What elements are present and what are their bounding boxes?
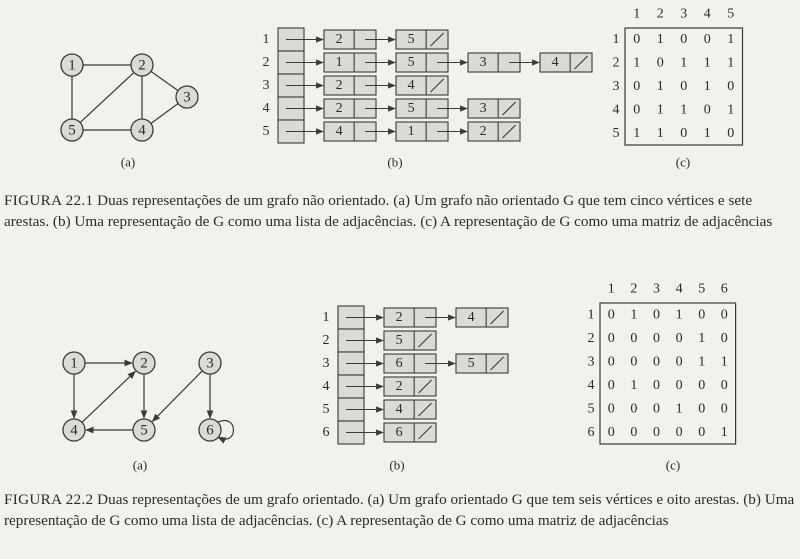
fig2-matrix-col-header-3: 3 xyxy=(653,281,660,297)
fig1-matrix-col-header-1: 1 xyxy=(633,6,641,22)
fig2-matrix-cell-3-3: 0 xyxy=(653,354,660,370)
fig1-list-list-value-3-1: 4 xyxy=(407,78,415,93)
fig2-list-list-value-1-1: 4 xyxy=(467,310,475,325)
figure-22-1-caption-label: FIGURA 22.1 xyxy=(4,192,94,209)
fig1-matrix-cell-2-1: 1 xyxy=(633,55,641,71)
fig1-matrix-cell-4-1: 0 xyxy=(633,102,641,118)
fig1-graph-node-label-4: 4 xyxy=(138,122,146,139)
fig2-graph-node-label-1: 1 xyxy=(70,355,78,372)
fig1-list-list-value-2-1: 5 xyxy=(407,55,415,70)
fig1-list-list-value-1-1: 5 xyxy=(407,32,415,47)
fig1-matrix-cell-3-5: 0 xyxy=(727,79,735,94)
fig1-matrix-cell-4-3: 1 xyxy=(680,102,688,118)
fig1-matrix-cell-5-3: 0 xyxy=(680,125,688,141)
fig1-matrix-row-header-2: 2 xyxy=(612,55,620,71)
fig1-matrix-row-header-4: 4 xyxy=(612,102,620,118)
fig2-matrix-border xyxy=(600,303,736,444)
fig2-graph-node-label-6: 6 xyxy=(206,422,214,439)
fig1-matrix-col-header-5: 5 xyxy=(727,6,735,22)
fig1-graph-node-label-2: 2 xyxy=(138,57,146,74)
fig1-matrix-row-header-3: 3 xyxy=(612,79,620,94)
fig2-matrix-cell-1-4: 1 xyxy=(675,307,683,323)
figure-22-1 xyxy=(0,0,800,185)
fig2-matrix-col-header-5: 5 xyxy=(698,281,706,297)
fig1-matrix-cell-5-1: 1 xyxy=(633,125,641,141)
fig2-matrix-col-header-6: 6 xyxy=(720,281,728,297)
fig1-list-list-value-5-2: 2 xyxy=(479,124,487,139)
fig2-graph-edge-4-2 xyxy=(82,371,135,422)
fig2-matrix-row-header-1: 1 xyxy=(587,307,595,323)
fig2-matrix-row-header-2: 2 xyxy=(587,330,595,346)
fig1-matrix-cell-1-4: 0 xyxy=(703,32,711,48)
fig1-list-list-value-1-0: 2 xyxy=(335,32,343,47)
fig1-list-list-node-2-3 xyxy=(540,53,592,72)
fig1-list-list-value-4-1: 5 xyxy=(407,101,415,116)
fig2-list-list-value-1-0: 2 xyxy=(395,310,403,325)
fig1-list-list-value-2-3: 4 xyxy=(551,55,559,70)
fig2-matrix-cell-4-4: 0 xyxy=(675,377,683,393)
fig2-matrix-cell-5-1: 0 xyxy=(607,401,615,417)
fig1-matrix-cell-4-5: 1 xyxy=(727,102,735,118)
fig2-list-label: (b) xyxy=(389,457,405,473)
fig1-matrix-cell-1-5: 1 xyxy=(727,32,735,48)
fig2-matrix-cell-1-3: 0 xyxy=(653,307,660,323)
fig2-list-vertex-2: 2 xyxy=(322,333,330,348)
fig2-list-list-value-3-0: 6 xyxy=(395,356,403,371)
fig1-matrix-cell-1-3: 0 xyxy=(680,32,688,48)
figure-22-2-caption-label: FIGURA 22.2 xyxy=(4,491,94,508)
fig2-matrix-cell-3-4: 0 xyxy=(675,354,683,370)
fig1-matrix-cell-5-4: 1 xyxy=(703,125,711,141)
fig2-matrix-cell-2-5: 1 xyxy=(698,330,706,346)
fig1-list-list-value-5-1: 1 xyxy=(407,124,415,139)
fig1-list-vertex-2: 2 xyxy=(262,55,270,70)
fig2-matrix-row-header-4: 4 xyxy=(587,377,595,393)
fig1-matrix-cell-3-3: 0 xyxy=(680,79,688,94)
fig1-list-label: (b) xyxy=(387,154,403,170)
fig2-list-vertex-6: 6 xyxy=(322,425,330,440)
fig1-matrix-row-header-5: 5 xyxy=(612,125,620,141)
fig2-matrix-col-header-1: 1 xyxy=(607,281,615,297)
fig2-matrix-cell-1-1: 0 xyxy=(607,307,615,323)
fig2-matrix-cell-2-2: 0 xyxy=(630,330,638,346)
figure-22-2-caption xyxy=(4,489,798,531)
fig2-matrix-cell-1-2: 1 xyxy=(630,307,638,323)
fig1-list-list-node-5-2 xyxy=(468,122,520,141)
fig2-list-vertex-3: 3 xyxy=(322,356,330,371)
fig2-matrix-row-header-6: 6 xyxy=(587,424,595,440)
fig1-matrix-cell-4-4: 0 xyxy=(703,102,711,118)
figure-22-1-caption xyxy=(4,190,798,232)
fig2-graph-node-label-3: 3 xyxy=(206,355,214,372)
fig1-list-list-value-2-0: 1 xyxy=(335,55,343,70)
fig1-list-list-node-3-1 xyxy=(396,76,448,95)
fig1-list-vertex-5: 5 xyxy=(262,124,270,139)
fig2-matrix-cell-5-5: 0 xyxy=(698,401,706,417)
fig1-list-list-value-4-2: 3 xyxy=(479,101,487,116)
fig1-matrix-cell-1-2: 1 xyxy=(656,32,664,48)
fig2-list-list-node-4-0 xyxy=(384,377,436,396)
fig1-graph-edge-2-5 xyxy=(80,72,134,122)
fig2-matrix-row-header-5: 5 xyxy=(587,401,595,417)
fig2-list-vertex-4: 4 xyxy=(322,379,330,394)
fig1-graph-edge-2-3 xyxy=(151,71,178,90)
fig1-matrix-cell-2-2: 0 xyxy=(656,55,664,71)
fig2-matrix-cell-3-2: 0 xyxy=(630,354,638,370)
fig1-list-list-value-2-2: 3 xyxy=(479,55,487,70)
fig2-list-list-node-1-1 xyxy=(456,308,508,327)
fig2-graph-node-label-5: 5 xyxy=(140,422,148,439)
fig2-matrix-cell-3-5: 1 xyxy=(698,354,706,370)
fig2-matrix-cell-2-3: 0 xyxy=(653,330,660,346)
fig1-matrix-col-header-2: 2 xyxy=(656,6,664,22)
fig2-matrix-cell-6-3: 0 xyxy=(653,424,660,440)
fig1-matrix-cell-2-5: 1 xyxy=(727,55,735,71)
fig2-list-list-node-2-0 xyxy=(384,331,436,350)
figure-22-2-caption-text: Duas representações de um grafo orientado. (a) Um grafo orientado G que tem seis vértices e oito arestas. (b) Uma representação de G como uma lista de adjacências. (c) A representação de G como uma matriz de adjacências xyxy=(4,491,795,529)
fig2-list-list-node-5-0 xyxy=(384,400,436,419)
fig1-graph-node-label-1: 1 xyxy=(68,57,76,74)
figure-22-2 xyxy=(0,280,800,485)
fig2-matrix-cell-3-1: 0 xyxy=(607,354,615,370)
fig2-list-list-node-3-1 xyxy=(456,354,508,373)
fig2-matrix-cell-5-4: 1 xyxy=(675,401,683,417)
fig2-matrix-cell-1-5: 0 xyxy=(698,307,706,323)
fig1-matrix-cell-1-1: 0 xyxy=(633,32,641,48)
fig1-list-vertex-4: 4 xyxy=(262,101,270,116)
fig2-list-list-value-4-0: 2 xyxy=(395,379,403,394)
fig2-matrix-cell-6-4: 0 xyxy=(675,424,683,440)
fig2-list-vertex-1: 1 xyxy=(322,310,330,325)
fig2-matrix-col-header-4: 4 xyxy=(675,281,683,297)
fig1-matrix-cell-2-3: 1 xyxy=(680,55,688,71)
fig1-matrix-cell-4-2: 1 xyxy=(656,102,664,118)
fig2-matrix-cell-5-2: 0 xyxy=(630,401,638,417)
fig1-graph-node-label-5: 5 xyxy=(68,122,76,139)
fig1-list-vertex-1: 1 xyxy=(262,32,270,47)
fig2-matrix-cell-5-3: 0 xyxy=(653,401,660,417)
fig2-matrix-cell-6-6: 1 xyxy=(720,424,728,440)
fig2-matrix-cell-6-1: 0 xyxy=(607,424,615,440)
fig2-matrix-col-header-2: 2 xyxy=(630,281,638,297)
fig1-list-list-node-1-1 xyxy=(396,30,448,49)
figure-22-1-caption-text: Duas representações de um grafo não orientado. (a) Um grafo não orientado G que tem cinco vértices e sete arestas. (b) Uma representação de G como uma lista de adjacências. (c) A representação de G como uma matriz de adjacências xyxy=(4,192,773,230)
fig1-list-list-value-3-0: 2 xyxy=(335,78,343,93)
fig2-graph-node-label-2: 2 xyxy=(140,355,148,372)
fig2-matrix-cell-2-6: 0 xyxy=(720,330,728,346)
fig1-list-list-value-5-0: 4 xyxy=(335,124,343,139)
fig2-list-list-value-2-0: 5 xyxy=(395,333,403,348)
fig2-matrix-cell-5-6: 0 xyxy=(720,401,728,417)
fig2-matrix-cell-6-2: 0 xyxy=(630,424,638,440)
fig1-matrix-cell-5-2: 1 xyxy=(656,125,664,141)
fig1-list-vertex-3: 3 xyxy=(262,78,270,93)
fig1-matrix-cell-3-1: 0 xyxy=(633,79,641,94)
fig1-list-list-value-4-0: 2 xyxy=(335,101,343,116)
fig2-graph-node-label-4: 4 xyxy=(70,422,78,439)
fig1-matrix-col-header-4: 4 xyxy=(703,6,711,22)
fig2-list-list-node-6-0 xyxy=(384,423,436,442)
fig2-matrix-cell-4-2: 1 xyxy=(630,377,638,393)
fig2-matrix-cell-4-1: 0 xyxy=(607,377,615,393)
fig2-matrix-cell-4-6: 0 xyxy=(720,377,728,393)
fig2-matrix-cell-1-6: 0 xyxy=(720,307,728,323)
fig2-graph-label: (a) xyxy=(132,457,148,473)
fig2-list-list-value-5-0: 4 xyxy=(395,402,403,417)
fig2-matrix-cell-2-4: 0 xyxy=(675,330,683,346)
fig2-matrix-row-header-3: 3 xyxy=(587,354,595,370)
fig1-graph-node-label-3: 3 xyxy=(183,89,191,106)
fig2-matrix-cell-2-1: 0 xyxy=(607,330,615,346)
fig1-matrix-row-header-1: 1 xyxy=(612,32,620,48)
fig1-matrix-label: (c) xyxy=(675,154,691,170)
fig2-matrix-cell-4-3: 0 xyxy=(653,377,660,393)
fig1-matrix-cell-3-4: 1 xyxy=(703,79,711,94)
fig2-list-vertex-5: 5 xyxy=(322,402,330,417)
fig1-matrix-cell-3-2: 1 xyxy=(656,79,664,94)
fig2-list-list-value-6-0: 6 xyxy=(395,425,403,440)
fig2-matrix-cell-4-5: 0 xyxy=(698,377,706,393)
fig1-matrix-cell-2-4: 1 xyxy=(703,55,711,71)
fig1-matrix-cell-5-5: 0 xyxy=(727,125,735,141)
fig2-matrix-cell-3-6: 1 xyxy=(720,354,728,370)
fig2-matrix-label: (c) xyxy=(665,457,681,473)
fig2-list-list-value-3-1: 5 xyxy=(467,356,475,371)
fig1-list-list-node-4-2 xyxy=(468,99,520,118)
fig2-matrix-cell-6-5: 0 xyxy=(698,424,706,440)
fig2-graph-edge-3-5 xyxy=(152,371,202,422)
fig1-graph-label: (a) xyxy=(120,154,136,170)
fig1-graph-edge-3-4 xyxy=(151,104,178,124)
fig1-matrix-col-header-3: 3 xyxy=(680,6,688,22)
